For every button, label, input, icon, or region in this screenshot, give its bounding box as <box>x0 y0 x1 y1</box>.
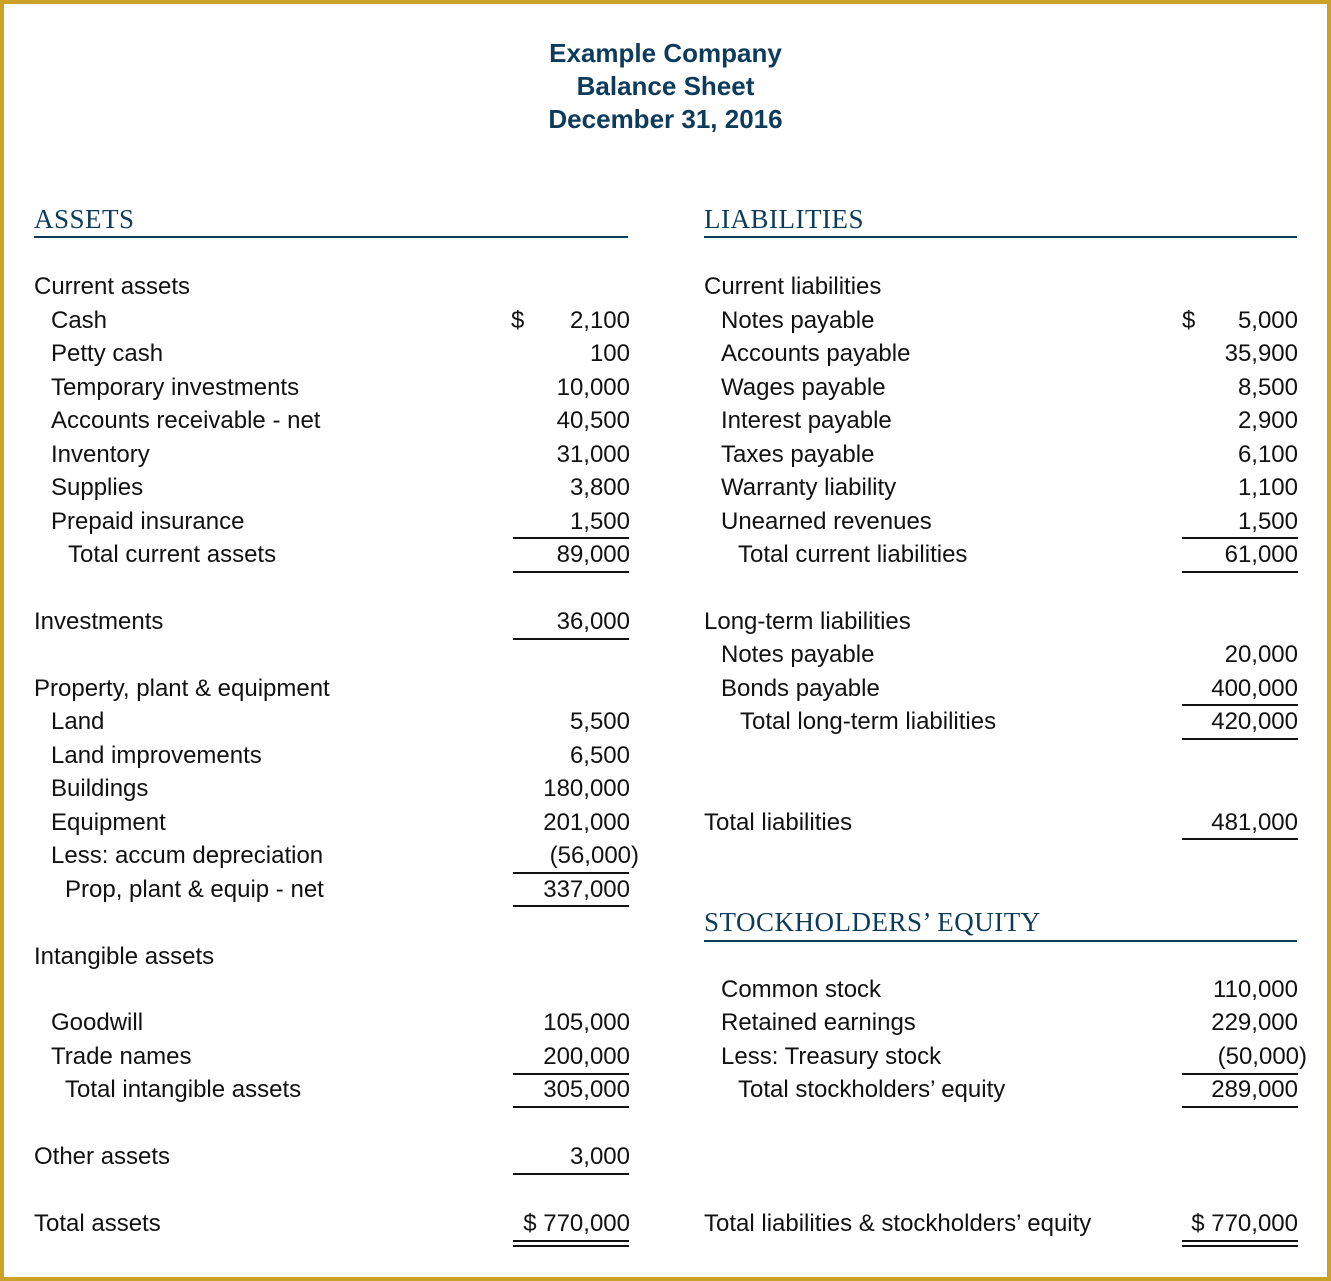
total-rule <box>513 1173 629 1175</box>
ppe-net-label: Prop, plant & equip - net <box>65 876 324 903</box>
equity-label-treasury-stock: Less: Treasury stock <box>721 1043 942 1070</box>
asset-label-prepaid-insurance: Prepaid insurance <box>51 508 245 535</box>
asset-amount-cash: 2,100 <box>569 307 630 334</box>
subtotal-rule <box>513 537 629 539</box>
company-name: Example Company <box>549 38 782 68</box>
liability-amount-taxes-payable: 6,100 <box>1237 441 1298 468</box>
total-long-term-liabilities-amount: 420,000 <box>1211 708 1298 735</box>
liability-amount-unearned-revenues: 1,500 <box>1237 508 1298 535</box>
subtotal-rule <box>513 1073 629 1075</box>
asset-amount-supplies: 3,800 <box>569 474 630 501</box>
liability-label-lt-notes-payable: Notes payable <box>721 641 875 668</box>
assets-section-title: ASSETS <box>34 204 135 234</box>
total-rule <box>513 638 629 640</box>
liability-currency-notes-payable: $ <box>1182 307 1196 334</box>
asset-label-accum-depreciation: Less: accum depreciation <box>51 842 324 869</box>
investments-amount: 36,000 <box>556 608 630 635</box>
report-date: December 31, 2016 <box>548 104 783 134</box>
total-intangible-label: Total intangible assets <box>65 1076 302 1103</box>
asset-label-land-improvements: Land improvements <box>51 742 262 769</box>
asset-label-cash: Cash <box>51 307 108 334</box>
subtotal-rule <box>1182 704 1298 706</box>
liability-label-accounts-payable: Accounts payable <box>721 340 911 367</box>
asset-label-inventory: Inventory <box>51 441 150 468</box>
asset-amount-temporary-investments: 10,000 <box>556 374 630 401</box>
asset-label-supplies: Supplies <box>51 474 144 501</box>
total-rule <box>513 571 629 573</box>
total-current-liabilities-label: Total current liabilities <box>738 541 968 568</box>
total-assets-label: Total assets <box>34 1210 161 1237</box>
equity-label-retained-earnings: Retained earnings <box>721 1009 916 1036</box>
equity-amount-treasury-stock: (50,000) <box>1217 1043 1307 1070</box>
liability-label-unearned-revenues: Unearned revenues <box>721 508 932 535</box>
asset-amount-goodwill: 105,000 <box>543 1009 630 1036</box>
total-liabilities-amount: 481,000 <box>1211 809 1298 836</box>
liability-amount-warranty-liability: 1,100 <box>1237 474 1298 501</box>
other-assets-label: Other assets <box>34 1143 171 1170</box>
asset-label-buildings: Buildings <box>51 775 149 802</box>
asset-amount-accounts-receivable: 40,500 <box>556 407 630 434</box>
total-rule <box>1182 571 1298 573</box>
other-assets-amount: 3,000 <box>569 1143 630 1170</box>
liabilities-section-title: LIABILITIES <box>704 204 864 234</box>
total-current-assets-label: Total current assets <box>68 541 277 568</box>
asset-amount-prepaid-insurance: 1,500 <box>569 508 630 535</box>
total-liabilities-label: Total liabilities <box>704 809 853 836</box>
liability-label-bonds-payable: Bonds payable <box>721 675 880 702</box>
investments-label: Investments <box>34 608 164 635</box>
asset-amount-petty-cash: 100 <box>589 340 630 367</box>
asset-label-accounts-receivable: Accounts receivable - net <box>51 407 321 434</box>
liability-label-notes-payable: Notes payable <box>721 307 875 334</box>
liability-amount-accounts-payable: 35,900 <box>1224 340 1298 367</box>
grand-total-double-rule <box>1182 1240 1298 1247</box>
total-rule <box>513 1106 629 1108</box>
report-title: Balance Sheet <box>576 71 755 101</box>
asset-label-equipment: Equipment <box>51 809 166 836</box>
asset-amount-land: 5,500 <box>569 708 630 735</box>
current-assets-heading: Current assets <box>34 273 191 300</box>
equity-amount-retained-earnings: 229,000 <box>1211 1009 1298 1036</box>
equity-title-rule <box>704 940 1297 942</box>
subtotal-rule <box>513 872 629 874</box>
liability-amount-bonds-payable: 400,000 <box>1211 675 1298 702</box>
total-current-liabilities-amount: 61,000 <box>1224 541 1298 568</box>
total-liabilities-equity-label: Total liabilities & stockholders’ equity <box>704 1210 1092 1237</box>
subtotal-rule <box>1182 537 1298 539</box>
liabilities-title-rule <box>704 236 1297 238</box>
asset-label-land: Land <box>51 708 105 735</box>
asset-amount-land-improvements: 6,500 <box>569 742 630 769</box>
total-intangible-amount: 305,000 <box>543 1076 630 1103</box>
total-rule <box>513 905 629 907</box>
ppe-heading: Property, plant & equipment <box>34 675 330 702</box>
grand-total-double-rule <box>513 1240 629 1247</box>
liability-label-wages-payable: Wages payable <box>721 374 886 401</box>
long-term-liabilities-heading: Long-term liabilities <box>704 608 911 635</box>
total-equity-label: Total stockholders’ equity <box>738 1076 1006 1103</box>
assets-title-rule <box>34 236 628 238</box>
total-current-assets-amount: 89,000 <box>556 541 630 568</box>
asset-label-temporary-investments: Temporary investments <box>51 374 300 401</box>
asset-amount-buildings: 180,000 <box>543 775 630 802</box>
equity-amount-common-stock: 110,000 <box>1213 976 1298 1003</box>
current-liabilities-heading: Current liabilities <box>704 273 882 300</box>
total-long-term-liabilities-label: Total long-term liabilities <box>740 708 997 735</box>
total-rule <box>1182 1106 1298 1108</box>
asset-amount-accum-depreciation: (56,000) <box>549 842 639 869</box>
total-assets-amount: $ 770,000 <box>523 1210 630 1237</box>
liability-label-warranty-liability: Warranty liability <box>721 474 897 501</box>
asset-label-trade-names: Trade names <box>51 1043 192 1070</box>
liability-amount-interest-payable: 2,900 <box>1237 407 1298 434</box>
liability-amount-notes-payable: 5,000 <box>1237 307 1298 334</box>
asset-label-petty-cash: Petty cash <box>51 340 164 367</box>
liability-amount-lt-notes-payable: 20,000 <box>1224 641 1298 668</box>
equity-label-common-stock: Common stock <box>721 976 882 1003</box>
asset-amount-trade-names: 200,000 <box>543 1043 630 1070</box>
liability-label-taxes-payable: Taxes payable <box>721 441 875 468</box>
total-rule <box>1182 738 1298 740</box>
total-rule <box>1182 838 1298 840</box>
intangible-heading: Intangible assets <box>34 943 215 970</box>
liability-amount-wages-payable: 8,500 <box>1237 374 1298 401</box>
total-equity-amount: 289,000 <box>1211 1076 1298 1103</box>
total-liabilities-equity-amount: $ 770,000 <box>1191 1210 1298 1237</box>
equity-section-title: STOCKHOLDERS’ EQUITY <box>704 907 1041 937</box>
ppe-net-amount: 337,000 <box>543 876 630 903</box>
liability-label-interest-payable: Interest payable <box>721 407 892 434</box>
asset-amount-equipment: 201,000 <box>543 809 630 836</box>
asset-currency-cash: $ <box>511 307 525 334</box>
asset-label-goodwill: Goodwill <box>51 1009 144 1036</box>
subtotal-rule <box>1182 1073 1298 1075</box>
asset-amount-inventory: 31,000 <box>556 441 630 468</box>
